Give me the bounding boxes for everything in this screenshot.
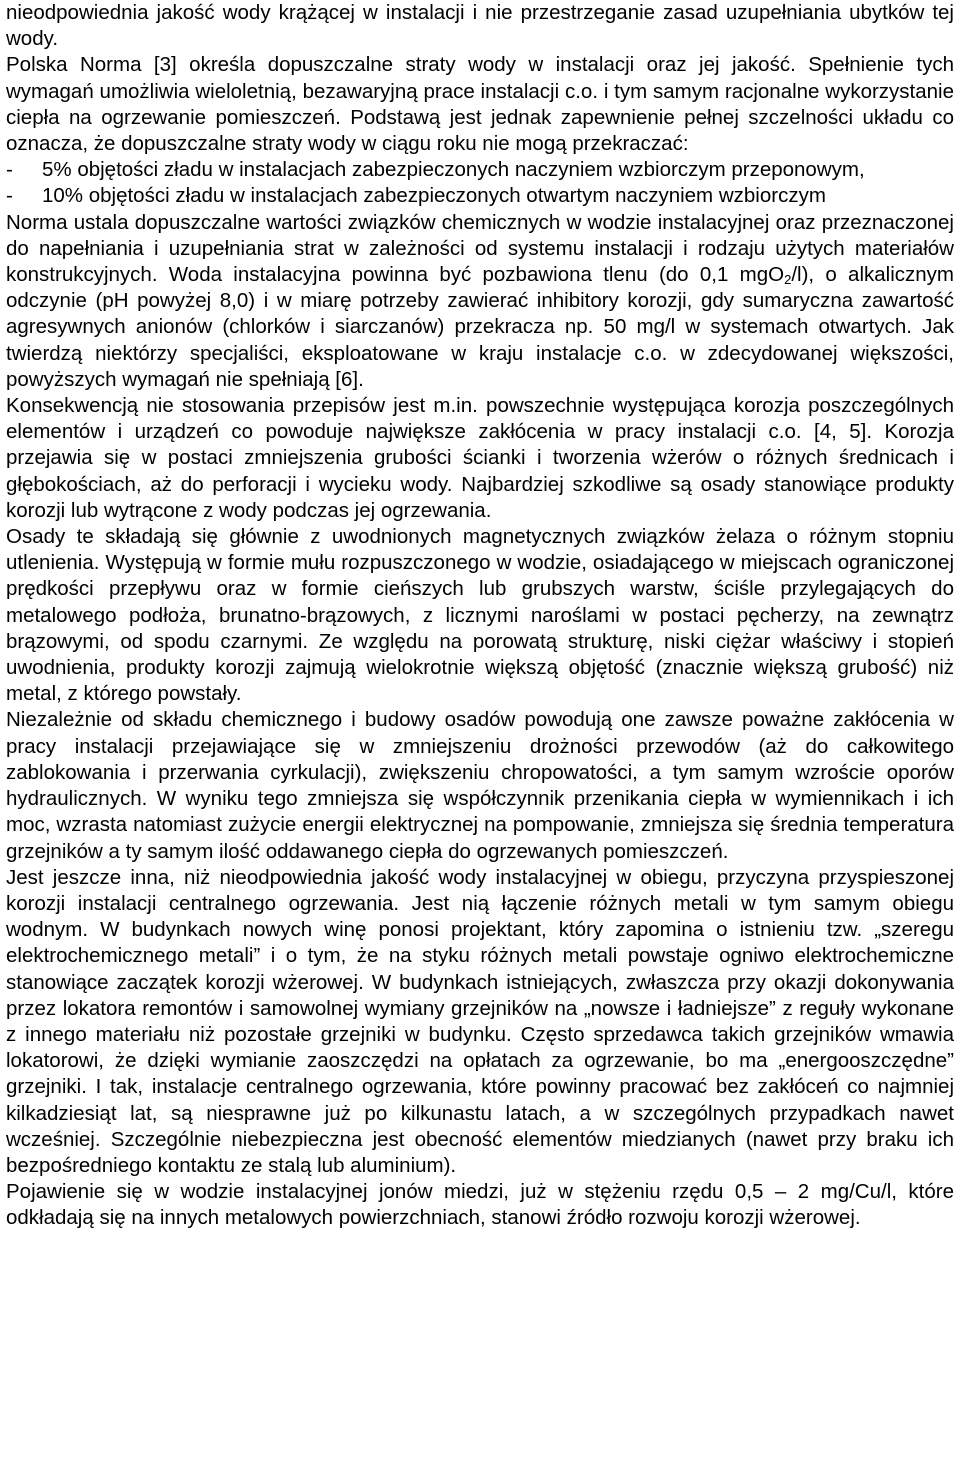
list-item-text: 5% objętości zładu w instalacjach zabezpieczonych naczyniem wzbiorczym przeponowym, xyxy=(42,158,865,182)
paragraph-deposits: Osady te składają się głównie z uwodnionych magnetycznych związków żelaza o różnym stopniu utlenienia. Występują w formie mułu rozpuszczonego w wodzie, osiadającego w miejscach ograniczonej prędkości przepływu oraz w formie cieńszych lub grubszych warstw, ściśle przylegających do metalowego podłoża, brunatno-brązowych, z licznymi naroślami w postaci pęcherzy, na zewnątrz brązowymi, od spodu czarnymi. Ze względu na porowatą strukturę, niski ciężar właściwy i stopień uwodnienia, produkty korozji zajmują wielokrotnie większą objętość (znacznie większą grubość) niż metal, z którego powstały. xyxy=(6,525,954,706)
paragraph-corrosion-consequences: Konsekwencją nie stosowania przepisów jest m.in. powszechnie występująca korozja poszczególnych elementów i urządzeń co powoduje największe zakłócenia w pracy instalacji c.o. [4, 5]. Korozja przejawia się w postaci zmniejszenia grubości ścianki i tworzenia wżerów o różnych średnicach i głębokościach, aż do perforacji i wycieku wody. Najbardziej szkodliwe są osady stanowiące produkty korozji lub wytrącone z wody podczas jej ogrzewania. xyxy=(6,394,954,522)
paragraph-polish-norm: Polska Norma [3] określa dopuszczalne straty wody w instalacji oraz jej jakość. Spełnienie tych wymagań umożliwia wieloletnią, bezawaryjną prace instalacji c.o. i tym samym racjonalne wykorzystanie ciepła na ogrzewanie pomieszczeń. Podstawą jest jednak zapewnienie pełnej szczelności układu co oznacza, że dopuszczalne straty wody w ciągu roku nie mogą przekraczać: xyxy=(6,53,954,156)
paragraph-chemical-limits-part-a: Norma ustala dopuszczalne wartości związków chemicznych w wodzie instalacyjnej oraz przeznaczonej do napełniania i uzupełniania strat w zależności od systemu instalacji i rodzaju użytych materiałów konstrukcyjnych. Woda instalacyjna powinna być pozbawiona tlenu (do 0,1 mgO xyxy=(6,210,954,287)
list-item-text: 10% objętości zładu w instalacjach zabezpieczonych otwartym naczyniem wzbiorczym xyxy=(42,184,826,208)
document-page xyxy=(6,0,954,1232)
paragraph-water-quality-intro: nieodpowiednia jakość wody krążącej w instalacji i nie przestrzeganie zasad uzupełniania ubytków tej wody. xyxy=(6,1,954,51)
list-item xyxy=(6,157,954,183)
oxygen-subscript: 2 xyxy=(784,272,792,288)
paragraph-copper-ions: Pojawienie się w wodzie instalacyjnej jonów miedzi, już w stężeniu rzędu 0,5 – 2 mg/Cu/l, które odkładają się na innych metalowych powierzchniach, stanowi źródło rozwoju korozji wżerowej. xyxy=(6,1180,954,1230)
list-item xyxy=(6,183,954,209)
list-dash: - xyxy=(6,184,13,208)
paragraph-chemical-limits xyxy=(6,210,954,393)
list-dash: - xyxy=(6,158,13,182)
paragraph-chemical-limits-part-b: /l), o alkalicznym odczynie (pH powyżej 8,0) i w miarę potrzeby zawierać inhibitory korozji, gdy sumaryczna zawartość agresywnych anionów (chlorków i siarczanów) przekracza np. 50 mg/l w systemach otwartych. Jak twierdzą niektórzy specjaliści, eksploatowane w kraju instalacje c.o. w zdecydowanej większości, powyższych wymagań nie spełniają [6]. xyxy=(6,263,954,391)
paragraph-disturbances: Niezależnie od składu chemicznego i budowy osadów powodują one zawsze poważne zakłócenia w pracy instalacji przejawiające się w zmniejszeniu drożności przewodów (aż do całkowitego zablokowania i przerwania cyrkulacji), zwiększeniu chropowatości, a tym samym wzroście oporów hydraulicznych. W wyniku tego zmniejsza się współczynnik przenikania ciepła w wymiennikach i ich moc, wzrasta natomiast zużycie energii elektrycznej na pompowanie, zmniejsza się średnia temperatura grzejników a ty samym ilość oddawanego ciepła do ogrzewanych pomieszczeń. xyxy=(6,708,954,863)
paragraph-mixed-metals: Jest jeszcze inna, niż nieodpowiednia jakość wody instalacyjnej w obiegu, przyczyna przyspieszonej korozji instalacji centralnego ogrzewania. Jest nią łączenie różnych metali w tym samym obiegu wodnym. W budynkach nowych winę ponosi projektant, który zapomina o istnieniu tzw. „szeregu elektrochemicznego metali” i o tym, że na styku różnych metali powstaje ogniwo elektrochemiczne stanowiące zaczątek korozji wżerowej. W budynkach istniejących, zwłaszcza przy okazji dokonywania przez lokatora remontów i samowolnej wymiany grzejników na „nowsze i ładniejsze” z reguły wykonane z innego materiału niż pozostałe grzejniki w budynku. Często sprzedawca takich grzejników wmawia lokatorowi, że dzięki wymianie zaoszczędzi na opłatach za ogrzewanie, bo ma „energooszczędne” grzejniki. I tak, instalacje centralnego ogrzewania, które powinny pracować bez zakłóceń co najmniej kilkadziesiąt lat, są niesprawne już po kilkunastu latach, a w szczególnych przypadkach nawet wcześniej. Szczególnie niebezpieczna jest obecność elementów miedzianych (nawet przy braku ich bezpośredniego kontaktu ze stalą lub aluminium). xyxy=(6,865,954,1177)
